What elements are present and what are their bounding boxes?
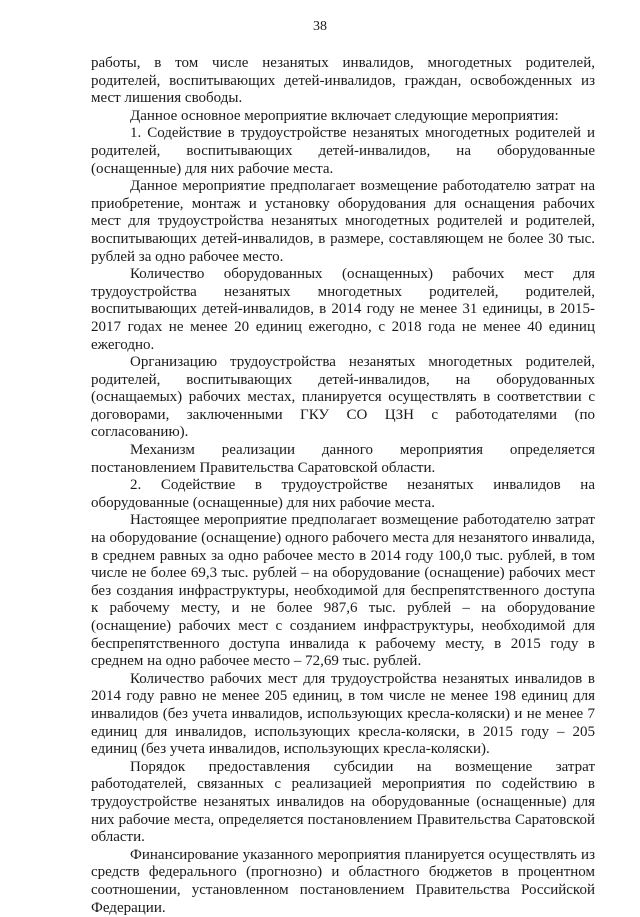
paragraph: Количество рабочих мест для трудоустройства незанятых инвалидов в 2014 году равно не менее 205 единиц, в том числе не менее 198 единиц для инвалидов (без учета инвалидов, использующих кресла-коляски) и не менее 7 единиц для инвалидов, использующих кресла-коляски, в 2015 году – 205 единиц (без учета инвалидов, использующих кресла-коляски). xyxy=(91,670,595,758)
paragraph: Порядок предоставления субсидии на возмещение затрат работодателей, связанных с реализацией мероприятия по содействию в трудоустройстве незанятых инвалидов на оборудованные (оснащенные) для них рабочие места, определяется постановлением Правительства Саратовской области. xyxy=(91,758,595,846)
paragraph: Финансирование указанного мероприятия планируется осуществлять из средств федерального (прогнозно) и областного бюджетов в процентном соотношении, установленном постановлением Правительства Российской Федерации. xyxy=(91,846,595,916)
paragraph: Настоящее мероприятие предполагает возмещение работодателю затрат на оборудование (оснащение) одного рабочего места для незанятого инвалида, в среднем равных за одно рабочее место в 2014 году 100,0 тыс. рублей, в том числе не более 69,3 тыс. рублей – на оборудование (оснащение) рабочих мест без создания инфраструктуры, необходимой для беспрепятственного доступа к рабочему месту, и не более 987,6 тыс. рублей – на оборудование (оснащение) рабочих мест с созданием инфраструктуры, необходимой для беспрепятственного доступа инвалида к рабочему месту, в 2015 году в среднем на одно рабочее место – 72,69 тыс. рублей. xyxy=(91,512,595,670)
paragraph: Данное основное мероприятие включает следующие мероприятия: xyxy=(130,107,559,124)
paragraph: Механизм реализации данного мероприятия определяется постановлением Правительства Саратовской области. xyxy=(91,442,595,476)
document-body xyxy=(91,55,595,917)
paragraph: 2. Содействие в трудоустройстве незанятых инвалидов на оборудованные (оснащенные) для них рабочие места. xyxy=(91,477,595,511)
paragraph: 1. Содействие в трудоустройстве незанятых многодетных родителей и родителей, воспитывающих детей-инвалидов, на оборудованные (оснащенные) для них рабочие места. xyxy=(91,125,595,177)
page-number: 38 xyxy=(313,19,327,34)
paragraph: Количество оборудованных (оснащенных) рабочих мест для трудоустройства незанятых многодетных родителей, родителей, воспитывающих детей-инвалидов, в 2014 году не менее 31 единицы, в 2015-2017 годах не менее 20 единиц ежегодно, с 2018 года не менее 40 единиц ежегодно. xyxy=(91,266,595,353)
paragraph: Организацию трудоустройства незанятых многодетных родителей, родителей, воспитывающих детей-инвалидов, на оборудованных (оснащаемых) рабочих местах, планируется осуществлять в соответствии с договорами, заключенными ГКУ СО ЦЗН с работодателями (по согласованию). xyxy=(91,354,595,441)
paragraph: работы, в том числе незанятых инвалидов, многодетных родителей, родителей, воспитывающих детей-инвалидов, граждан, освобожденных из мест лишения свободы. xyxy=(91,55,595,107)
paragraph: Данное мероприятие предполагает возмещение работодателю затрат на приобретение, монтаж и установку оборудования для оснащения рабочих мест для трудоустройства незанятых многодетных родителей и родителей, воспитывающих детей-инвалидов, в размере, составляющем не более 30 тыс. рублей за одно рабочее место. xyxy=(91,178,595,265)
